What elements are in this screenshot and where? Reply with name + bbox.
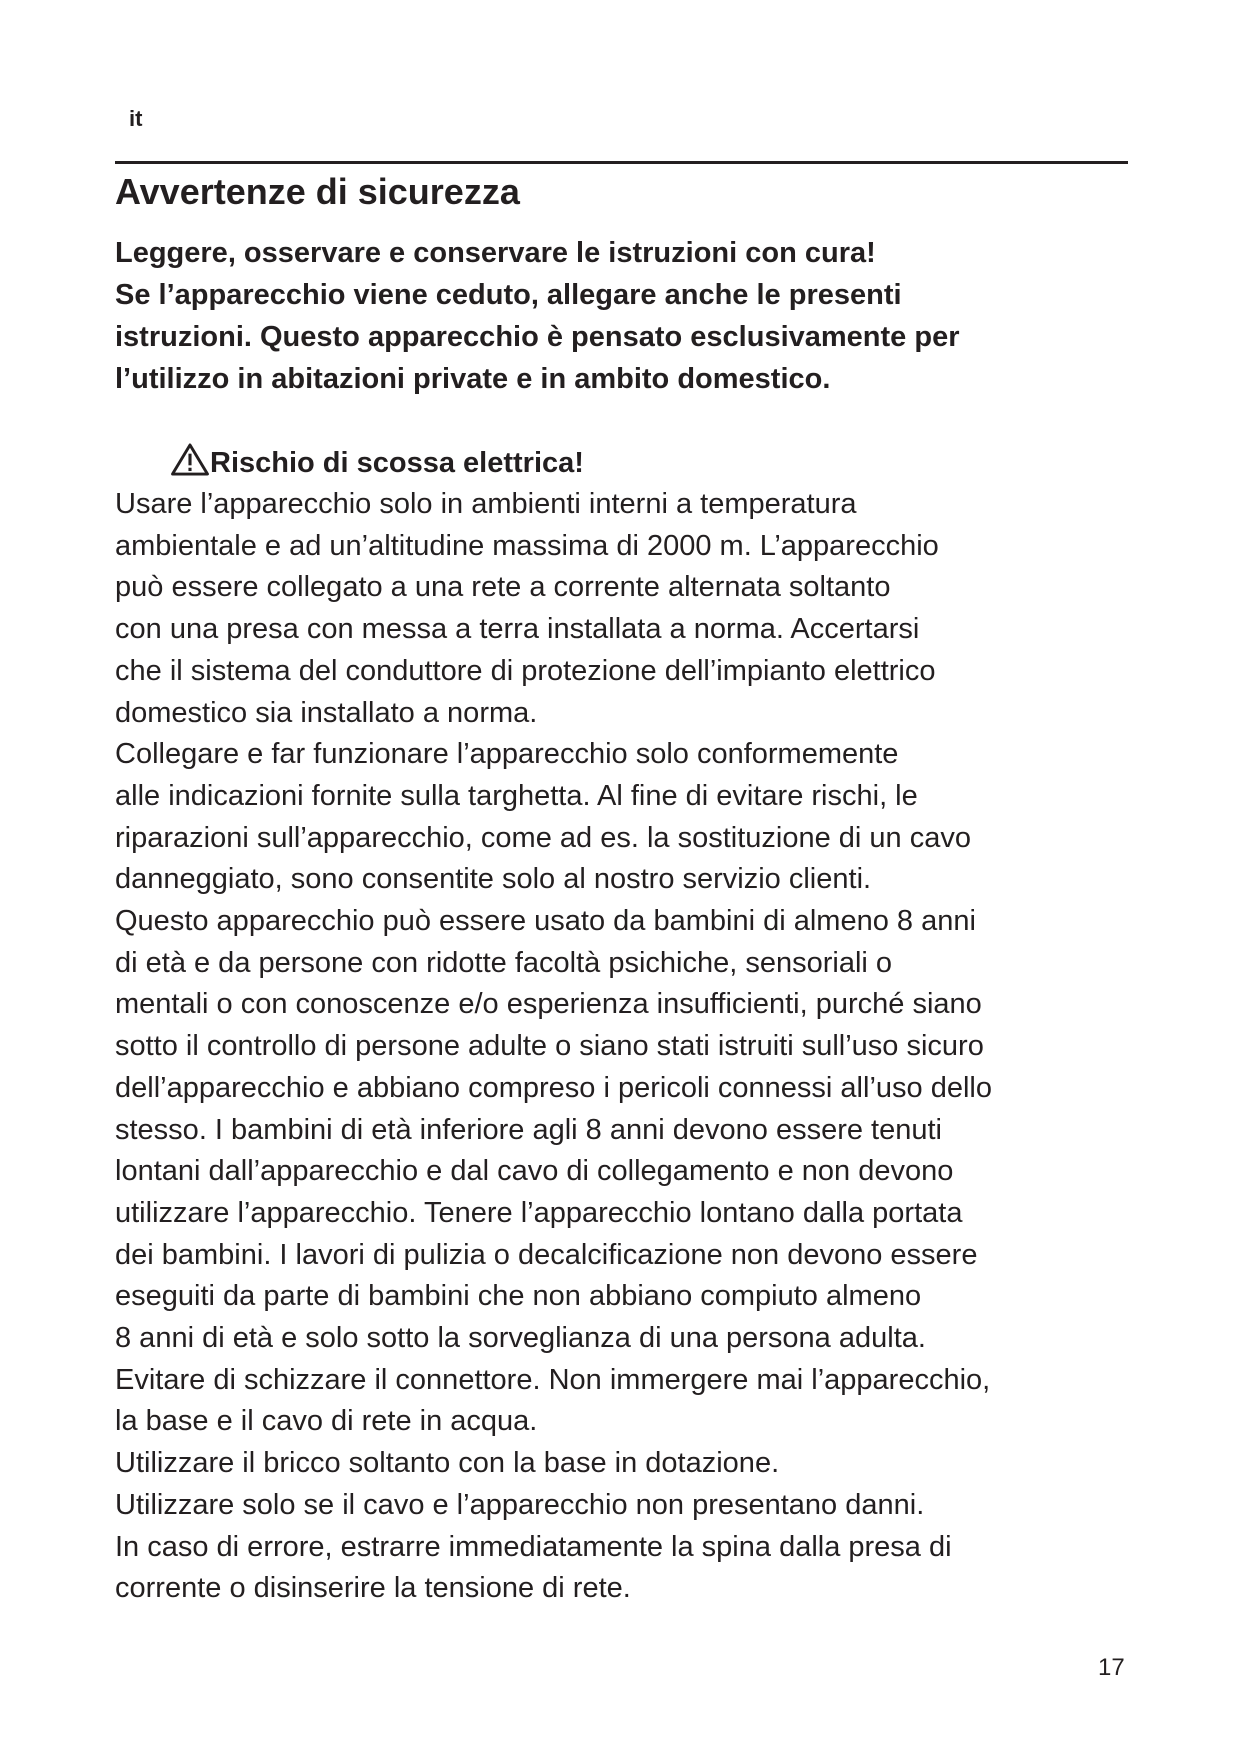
body-line: riparazioni sull’apparecchio, come ad es. la sostituzione di un cavo bbox=[115, 821, 971, 854]
body-line: danneggiato, sono consentite solo al nostro servizio clienti. bbox=[115, 863, 872, 896]
body-line: lontani dall’apparecchio e dal cavo di collegamento e non devono bbox=[115, 1155, 954, 1188]
page-number: 17 bbox=[1098, 1654, 1125, 1681]
body-line: Usare l’apparecchio solo in ambienti interni a temperatura bbox=[115, 488, 857, 520]
body-line: la base e il cavo di rete in acqua. bbox=[115, 1405, 538, 1438]
body-line: Utilizzare il bricco soltanto con la base in dotazione. bbox=[115, 1447, 780, 1480]
body-line: alle indicazioni fornite sulla targhetta. Al fine di evitare rischi, le bbox=[115, 779, 918, 812]
body-line: dei bambini. I lavori di pulizia o decalcificazione non devono essere bbox=[115, 1238, 978, 1271]
body-line: ambientale e ad un’altitudine massima di 2000 m. L’apparecchio bbox=[115, 529, 939, 562]
body-line: 8 anni di età e solo sotto la sorveglianza di una persona adulta. bbox=[115, 1322, 926, 1355]
section-title: Avvertenze di sicurezza bbox=[115, 171, 520, 212]
body-line: mentali o con conoscenze e/o esperienza insufficienti, purché siano bbox=[115, 988, 982, 1021]
intro-line: Leggere, osservare e conservare le istruzioni con cura! bbox=[115, 237, 876, 269]
body-line: Collegare e far funzionare l’apparecchio solo conformemente bbox=[115, 738, 899, 771]
warning-heading-text: Rischio di scossa elettrica! bbox=[210, 447, 584, 479]
intro-line: Se l’apparecchio viene ceduto, allegare anche le presenti bbox=[115, 279, 902, 311]
body-line: può essere collegato a una rete a corrente alternata soltanto bbox=[115, 571, 891, 604]
body-line: sotto il controllo di persone adulte o siano stati istruiti sull’uso sicuro bbox=[115, 1030, 984, 1063]
body-line: utilizzare l’apparecchio. Tenere l’apparecchio lontano dalla portata bbox=[115, 1196, 963, 1229]
body-line: eseguiti da parte di bambini che non abbiano compiuto almeno bbox=[115, 1280, 922, 1313]
language-code: it bbox=[129, 106, 143, 131]
body-line: con una presa con messa a terra installata a norma. Accertarsi bbox=[115, 613, 920, 646]
body-line: Utilizzare solo se il cavo e l’apparecchio non presentano danni. bbox=[115, 1488, 925, 1521]
intro-line: l’utilizzo in abitazioni private e in ambito domestico. bbox=[115, 363, 831, 395]
header-divider bbox=[115, 161, 1128, 164]
body-line: stesso. I bambini di età inferiore agli 8 anni devono essere tenuti bbox=[115, 1113, 942, 1146]
body-line: In caso di errore, estrarre immediatamente la spina dalla presa di bbox=[115, 1530, 952, 1563]
warning-heading bbox=[170, 442, 584, 484]
body-line: corrente o disinserire la tensione di rete. bbox=[115, 1572, 631, 1605]
safety-body-text bbox=[115, 484, 1145, 1610]
intro-paragraph bbox=[115, 232, 1135, 400]
body-line: Questo apparecchio può essere usato da bambini di almeno 8 anni bbox=[115, 905, 976, 938]
warning-triangle-icon bbox=[170, 443, 210, 476]
body-line: Evitare di schizzare il connettore. Non immergere mai l’apparecchio, bbox=[115, 1363, 991, 1396]
body-line: che il sistema del conduttore di protezione dell’impianto elettrico bbox=[115, 654, 936, 687]
body-line: di età e da persone con ridotte facoltà psichiche, sensoriali o bbox=[115, 946, 893, 979]
body-line: dell’apparecchio e abbiano compreso i pericoli connessi all’uso dello bbox=[115, 1071, 992, 1104]
body-line: domestico sia installato a norma. bbox=[115, 696, 538, 729]
intro-line: istruzioni. Questo apparecchio è pensato esclusivamente per bbox=[115, 321, 960, 353]
